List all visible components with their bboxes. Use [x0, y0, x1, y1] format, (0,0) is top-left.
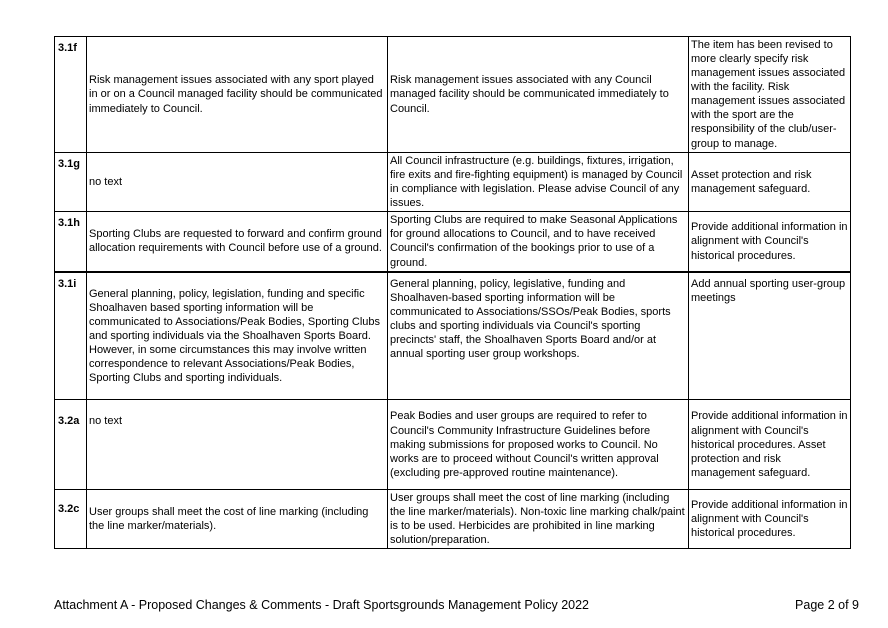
proposed-text: Peak Bodies and user groups are required to refer to Council's Community Infrastructure Guidelines before making submissions for proposed works to Council. No works are to proceed without Council's written approval (excluding pre-approved routine maintenance).	[388, 400, 689, 490]
current-text: Sporting Clubs are requested to forward and confirm ground allocation requirements with Council before use of a ground.	[87, 212, 388, 272]
proposed-text: General planning, policy, legislative, funding and Shoalhaven-based sporting information will be communicated to Associations/SSOs/Peak Bodies, sports clubs and sporting individuals via Council's sporting precincts' staff, the Shoalhaven Sports Board and/or at annual sporting user group workshops.	[388, 272, 689, 400]
table-row	[55, 153, 851, 212]
clause-ref: 3.2a	[55, 400, 87, 490]
comment-text: Asset protection and risk management safeguard.	[689, 153, 851, 212]
comment-text: Provide additional information in alignment with Council's historical procedures.	[689, 490, 851, 549]
table-row	[55, 212, 851, 272]
policy-changes-table	[54, 36, 851, 549]
clause-ref: 3.2c	[55, 490, 87, 549]
table-row	[55, 490, 851, 549]
clause-ref: 3.1i	[55, 272, 87, 400]
proposed-text: Risk management issues associated with any Council managed facility should be communicated immediately to Council.	[388, 37, 689, 153]
table-row	[55, 272, 851, 400]
page-number: Page 2 of 9	[795, 598, 859, 612]
current-text: no text	[87, 153, 388, 212]
clause-ref: 3.1g	[55, 153, 87, 212]
table-row	[55, 400, 851, 490]
footer-title: Attachment A - Proposed Changes & Comments - Draft Sportsgrounds Management Policy 2022	[54, 598, 589, 612]
current-text: User groups shall meet the cost of line marking (including the line marker/materials).	[87, 490, 388, 549]
proposed-text: User groups shall meet the cost of line marking (including the line marker/materials). Non-toxic line marking chalk/paint is to be used. Herbicides are prohibited in line marking solution/preparation.	[388, 490, 689, 549]
current-text: Risk management issues associated with any sport played in or on a Council managed facility should be communicated immediately to Council.	[87, 37, 388, 153]
clause-ref: 3.1h	[55, 212, 87, 272]
comment-text: Add annual sporting user-group meetings	[689, 272, 851, 400]
comment-text: Provide additional information in alignment with Council's historical procedures. Asset protection and risk management safeguard.	[689, 400, 851, 490]
proposed-text: All Council infrastructure (e.g. buildings, fixtures, irrigation, fire exits and fire-fighting equipment) is managed by Council in compliance with legislation. Please advise Council of any issues.	[388, 153, 689, 212]
comment-text: Provide additional information in alignment with Council's historical procedures.	[689, 212, 851, 272]
current-text: General planning, policy, legislation, funding and specific Shoalhaven based sporting information will be communicated to Associations/Peak Bodies, Sporting Clubs and sporting individuals via the Shoalhaven Sports Board. However, in some circumstances this may involve written correspondence to relevant Associations/Peak Bodies, Sporting Clubs and sporting individuals.	[87, 272, 388, 400]
clause-ref: 3.1f	[55, 37, 87, 153]
comment-text: The item has been revised to more clearly specify risk management issues associated with the facility. Risk management issues associated with the sport are the responsibility of the club/user-group to manage.	[689, 37, 851, 153]
table-row	[55, 37, 851, 153]
current-text: no text	[87, 400, 388, 490]
proposed-text: Sporting Clubs are required to make Seasonal Applications for ground allocations to Council, and to have received Council's confirmation of the bookings prior to use of a ground.	[388, 212, 689, 272]
